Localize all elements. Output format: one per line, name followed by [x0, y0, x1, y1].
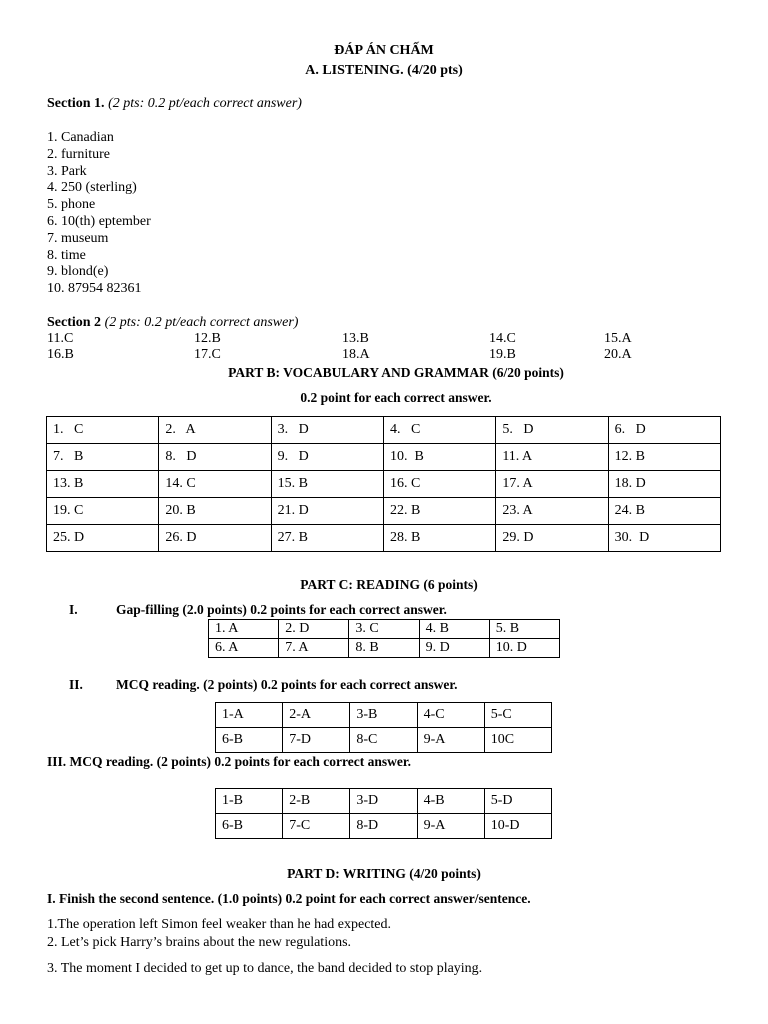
partB-answer-cell: 26. D: [159, 525, 271, 552]
partB-note: 0.2 point for each correct answer.: [300, 390, 492, 405]
partB-answer-cell: 5. D: [496, 417, 608, 444]
section2-note: (2 pts: 0.2 pt/each correct answer): [104, 315, 299, 330]
partC-s2-answer-cell: 7-D: [283, 728, 350, 753]
section1-answer-item: 7. museum: [47, 230, 109, 246]
partC-s1-answer-cell: 8. B: [349, 639, 419, 658]
partC-s1-title: Gap-filling (2.0 points) 0.2 points for each correct answer.: [116, 602, 447, 617]
section1-answer-item: 9. blond(e): [47, 264, 109, 280]
partD-title: PART D: WRITING (4/20 points): [287, 866, 481, 881]
table-row: [47, 471, 721, 498]
partC-s1-answer-cell: 6. A: [209, 639, 279, 658]
partC-s3-title: III. MCQ reading. (2 points) 0.2 points for each correct answer.: [47, 754, 411, 769]
partC-s3-answer-cell: 5-D: [484, 789, 551, 814]
partC-s2-answer-cell: 5-C: [484, 703, 551, 728]
partC-s3-answer-cell: 8-D: [350, 814, 417, 839]
partD-sentence: 1.The operation left Simon feel weaker than he had expected.: [47, 917, 392, 932]
table-row: [47, 444, 721, 471]
partC-s3-answer-cell: 9-A: [417, 814, 484, 839]
section2-answer: 19.B: [489, 347, 516, 362]
section1-answer-item: 2. furniture: [47, 146, 110, 162]
section2-answer: 20.A: [604, 347, 632, 362]
partC-s1-answer-cell: 9. D: [419, 639, 489, 658]
partB-answer-cell: 10. B: [383, 444, 495, 471]
partC-s3-answer-cell: 1-B: [216, 789, 283, 814]
partC-s1-answer-cell: 2. D: [279, 620, 349, 639]
partB-answer-cell: 3. D: [271, 417, 383, 444]
partC-s3-answer-cell: 4-B: [417, 789, 484, 814]
partC-s3-answer-cell: 7-C: [283, 814, 350, 839]
section1-note: (2 pts: 0.2 pt/each correct answer): [108, 96, 302, 111]
partB-answer-cell: 21. D: [271, 498, 383, 525]
partD-sentence: 2. Let’s pick Harry’s brains about the new regulations.: [47, 935, 352, 950]
partB-title: PART B: VOCABULARY AND GRAMMAR (6/20 points): [228, 365, 564, 380]
section1-heading-line: [47, 96, 302, 112]
partC-s2-answer-cell: 6-B: [216, 728, 283, 753]
partB-answer-cell: 6. D: [608, 417, 720, 444]
partB-answer-cell: 30. D: [608, 525, 720, 552]
partB-answer-cell: 7. B: [47, 444, 159, 471]
partC-title: PART C: READING (6 points): [300, 577, 478, 592]
partC-s1-number: I.: [69, 602, 78, 617]
section2-answer: 18.A: [342, 347, 370, 362]
partC-s2-table: [215, 702, 552, 753]
partC-s2-answer-cell: 9-A: [417, 728, 484, 753]
partB-answer-cell: 13. B: [47, 471, 159, 498]
partB-answer-cell: 19. C: [47, 498, 159, 525]
listening-heading: A. LISTENING. (4/20 pts): [305, 63, 463, 78]
partB-answer-cell: 17. A: [496, 471, 608, 498]
partC-s1-answer-cell: 10. D: [489, 639, 559, 658]
section1-answer-item: 6. 10(th) eptember: [47, 213, 151, 229]
section1-answer-item: 10. 87954 82361: [47, 281, 142, 297]
section1-answer-item: 3. Park: [47, 163, 87, 179]
partD-sentence: 3. The moment I decided to get up to dance, the band decided to stop playing.: [47, 961, 483, 976]
partB-answer-cell: 18. D: [608, 471, 720, 498]
partB-answer-cell: 14. C: [159, 471, 271, 498]
partC-s2-answer-cell: 8-C: [350, 728, 417, 753]
section2-answer: 13.B: [342, 331, 369, 346]
partC-s2-number: II.: [69, 677, 83, 692]
table-row: [216, 814, 552, 839]
partC-s3-table: [215, 788, 552, 839]
section1-heading: Section 1.: [47, 96, 105, 111]
partB-answer-cell: 22. B: [383, 498, 495, 525]
table-row: [216, 728, 552, 753]
partC-s3-answer-cell: 10-D: [484, 814, 551, 839]
partC-s3-answer-cell: 2-B: [283, 789, 350, 814]
partB-answer-cell: 29. D: [496, 525, 608, 552]
partB-answer-cell: 1. C: [47, 417, 159, 444]
table-row: [47, 417, 721, 444]
partB-answer-cell: 8. D: [159, 444, 271, 471]
partC-s1-answer-cell: 1. A: [209, 620, 279, 639]
partC-s2-answer-cell: 4-C: [417, 703, 484, 728]
section2-heading: Section 2: [47, 315, 102, 330]
table-row: [47, 525, 721, 552]
section1-answer-item: 1. Canadian: [47, 130, 114, 145]
table-row: [216, 703, 552, 728]
partB-answer-cell: 16. C: [383, 471, 495, 498]
partB-answer-cell: 27. B: [271, 525, 383, 552]
partB-answer-cell: 9. D: [271, 444, 383, 471]
partB-answer-cell: 28. B: [383, 525, 495, 552]
section2-answer: 14.C: [489, 331, 516, 346]
section2-answer: 15.A: [604, 331, 632, 346]
partB-answer-cell: 15. B: [271, 471, 383, 498]
document-title: ĐÁP ÁN CHẤM: [334, 43, 434, 58]
partC-s2-title: MCQ reading. (2 points) 0.2 points for each correct answer.: [116, 677, 458, 692]
partC-s1-table: [208, 619, 560, 658]
partB-answer-cell: 12. B: [608, 444, 720, 471]
section2-heading-line: [47, 315, 298, 331]
section1-answer-item: 4. 250 (sterling): [47, 180, 137, 196]
table-row: [216, 789, 552, 814]
partB-answer-cell: 20. B: [159, 498, 271, 525]
partC-s2-answer-cell: 2-A: [283, 703, 350, 728]
partC-s1-answer-cell: 3. C: [349, 620, 419, 639]
partB-answer-cell: 24. B: [608, 498, 720, 525]
section1-answer-item: 8. time: [47, 247, 86, 263]
table-row: [47, 498, 721, 525]
partC-s2-answer-cell: 10C: [484, 728, 551, 753]
partC-s3-answer-cell: 6-B: [216, 814, 283, 839]
partC-s3-answer-cell: 3-D: [350, 789, 417, 814]
partB-answer-cell: 4. C: [383, 417, 495, 444]
partC-s1-answer-cell: 7. A: [279, 639, 349, 658]
section2-answer: 16.B: [47, 347, 74, 362]
section2-answer-grid: [0, 331, 768, 365]
section1-answer-item: 5. phone: [47, 197, 96, 213]
partB-answer-cell: 11. A: [496, 444, 608, 471]
section1-answer-list: [47, 130, 151, 298]
partB-answer-cell: 23. A: [496, 498, 608, 525]
partB-answer-table: [46, 416, 721, 552]
partC-s2-answer-cell: 1-A: [216, 703, 283, 728]
table-row: [209, 620, 560, 639]
partD-s1-title: I. Finish the second sentence. (1.0 points) 0.2 point for each correct answer/sentence.: [47, 891, 531, 906]
section2-answer: 12.B: [194, 331, 221, 346]
partB-answer-cell: 25. D: [47, 525, 159, 552]
section2-answer: 17.C: [194, 347, 221, 362]
partB-answer-cell: 2. A: [159, 417, 271, 444]
partC-s1-answer-cell: 5. B: [489, 620, 559, 639]
table-row: [209, 639, 560, 658]
partC-s1-answer-cell: 4. B: [419, 620, 489, 639]
section2-answer: 11.C: [47, 331, 74, 346]
partC-s2-answer-cell: 3-B: [350, 703, 417, 728]
